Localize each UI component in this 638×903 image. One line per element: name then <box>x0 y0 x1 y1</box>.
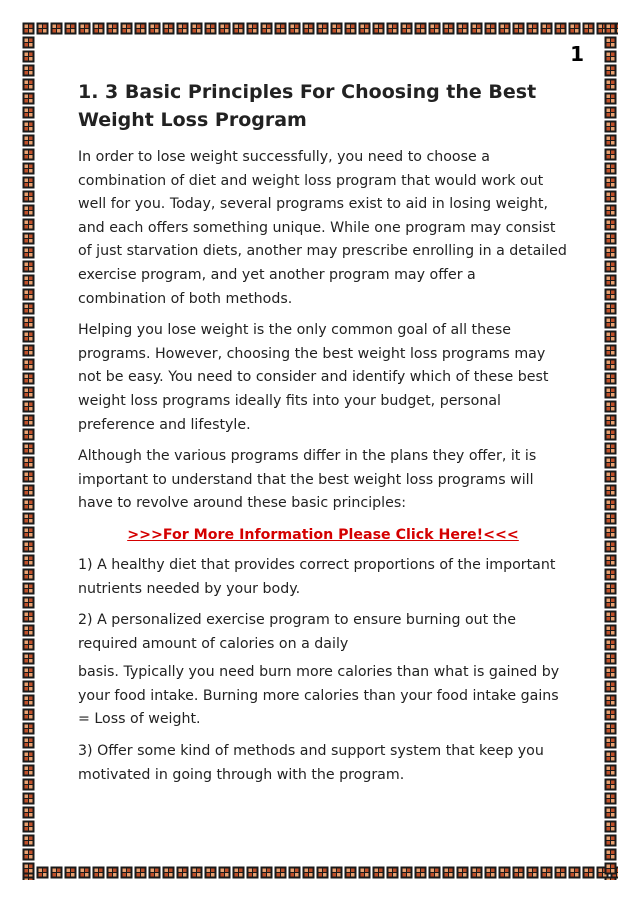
paragraph-goal: Helping you lose weight is the only common goal of all these programs. However, choosing the best weight loss programs may not be easy. You need to consider and identify which of these best weight loss programs ideally fits into your budget, personal preference and lifestyle. <box>78 322 549 433</box>
page-border-top <box>22 22 618 36</box>
paragraph-intro: In order to lose weight successfully, you need to choose a combination of diet and weight loss program that would work out well for you. Today, several programs exist to aid in losing weight, and each offers something unique. While one program may consist of just starvation diets, another may prescribe enrolling in a detailed exercise program, and yet another program may offer a combination of both methods. <box>78 149 567 307</box>
principle-3: 3) Offer some kind of methods and support system that keep you motivated in going through with the program. <box>78 743 544 783</box>
paragraph-principles-intro: Although the various programs differ in the plans they offer, it is important to understand that the best weight loss programs will have to revolve around these basic principles: <box>78 448 537 512</box>
page-number: 1 <box>570 42 584 66</box>
more-info-link-line <box>78 524 568 547</box>
principle-1: 1) A healthy diet that provides correct proportions of the important nutrients needed by your body. <box>78 556 556 597</box>
page-border-right <box>604 22 618 880</box>
principle-2-continued: basis. Typically you need burn more calories than what is gained by your food intake. Burning more calories than your food intake gains = Loss of weight. <box>78 664 560 728</box>
principle-2: 2) A personalized exercise program to ensure burning out the required amount of calories on a daily <box>78 612 516 652</box>
document-body <box>78 78 568 795</box>
page-title: 1. 3 Basic Principles For Choosing the Best Weight Loss Program <box>78 81 537 131</box>
page-border-bottom <box>22 866 618 880</box>
page-border-left <box>22 22 36 880</box>
more-info-link[interactable]: >>>For More Information Please Click Here!<<< <box>127 526 519 543</box>
